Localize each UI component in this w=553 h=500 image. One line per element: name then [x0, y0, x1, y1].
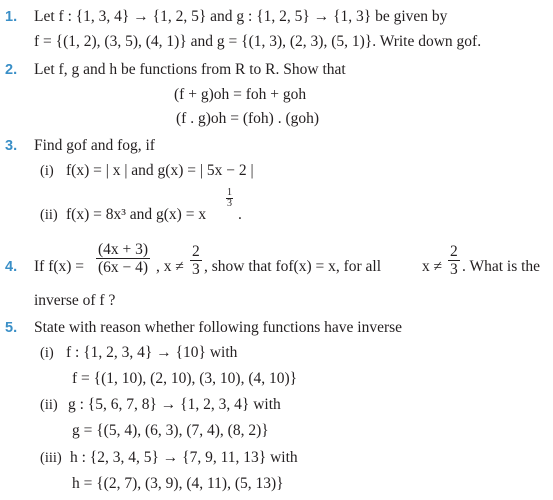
- question-3-part-i-label: (i): [40, 163, 54, 179]
- exponent-denominator: 3: [227, 198, 232, 209]
- fraction-numerator: (4x + 3): [98, 241, 149, 258]
- condition-2-numerator: 2: [450, 243, 458, 260]
- condition-denominator: 3: [192, 261, 200, 278]
- exponent-numerator: 1: [227, 187, 232, 198]
- question-3-exponent-fraction: [226, 188, 233, 209]
- condition-2-denominator: 3: [450, 261, 458, 278]
- question-5-part-ii-label: (ii): [40, 397, 58, 413]
- question-2-line-1: Let f, g and h be functions from R to R. Show that: [34, 61, 346, 78]
- question-5-part-i-line-2: f = {(1, 10), (2, 10), (3, 10), (4, 10)}: [72, 370, 298, 387]
- question-5-part-i-line-1: f : {1, 2, 3, 4} → {10} with: [66, 344, 238, 361]
- question-3-part-i: f(x) = | x | and g(x) = | 5x − 2 |: [66, 162, 254, 179]
- question-4-end-text: . What is the: [462, 258, 541, 275]
- question-number-2: 2.: [5, 62, 18, 78]
- question-4-condition-2-fraction: [448, 244, 460, 277]
- question-3-line-1: Find gof and fog, if: [34, 137, 155, 154]
- question-number-3: 3.: [5, 138, 18, 154]
- question-4-condition-fraction: [190, 244, 202, 277]
- fraction-denominator: (6x − 4): [98, 259, 149, 276]
- question-4-mid-text: , show that fof(x) = x, for all: [204, 258, 382, 275]
- question-number-5: 5.: [5, 320, 18, 336]
- question-5-part-iii-line-2: h = {(2, 7), (3, 9), (4, 11), (5, 13)}: [72, 475, 284, 492]
- question-5-part-ii-line-2: g = {(5, 4), (6, 3), (7, 4), (8, 2)}: [72, 422, 269, 439]
- condition-numerator: 2: [192, 243, 200, 260]
- question-4-lead: If f(x) =: [34, 258, 85, 275]
- question-3-part-ii: f(x) = 8x³ and g(x) = x: [66, 206, 207, 223]
- question-5-part-ii-line-1: g : {5, 6, 7, 8} → {1, 2, 3, 4} with: [68, 396, 281, 413]
- question-1-line-1: Let f : {1, 3, 4} → {1, 2, 5} and g : {1, 2, 5} → {1, 3} be given by: [34, 8, 448, 25]
- question-2-equation-2: (f . g)oh = (foh) . (goh): [176, 110, 320, 127]
- question-4-condition-2-text: x ≠: [422, 258, 443, 275]
- question-2-equation-1: (f + g)oh = foh + goh: [174, 86, 307, 103]
- question-1-line-2: f = {(1, 2), (3, 5), (4, 1)} and g = {(1, 3), (2, 3), (5, 1)}. Write down gof.: [34, 33, 482, 50]
- question-number-1: 1.: [5, 9, 18, 25]
- question-5-line-1: State with reason whether following functions have inverse: [34, 319, 403, 336]
- question-4-line-2: inverse of f ?: [34, 292, 116, 309]
- question-4-function-fraction: [96, 242, 150, 275]
- question-5-part-iii-label: (iii): [40, 450, 62, 466]
- question-3-part-ii-end: .: [238, 206, 242, 223]
- question-4-condition-text: , x ≠: [156, 258, 184, 275]
- question-5-part-iii-line-1: h : {2, 3, 4, 5} → {7, 9, 11, 13} with: [70, 449, 298, 466]
- question-3-part-ii-label: (ii): [40, 207, 58, 223]
- question-5-part-i-label: (i): [40, 345, 54, 361]
- question-number-4: 4.: [5, 259, 18, 275]
